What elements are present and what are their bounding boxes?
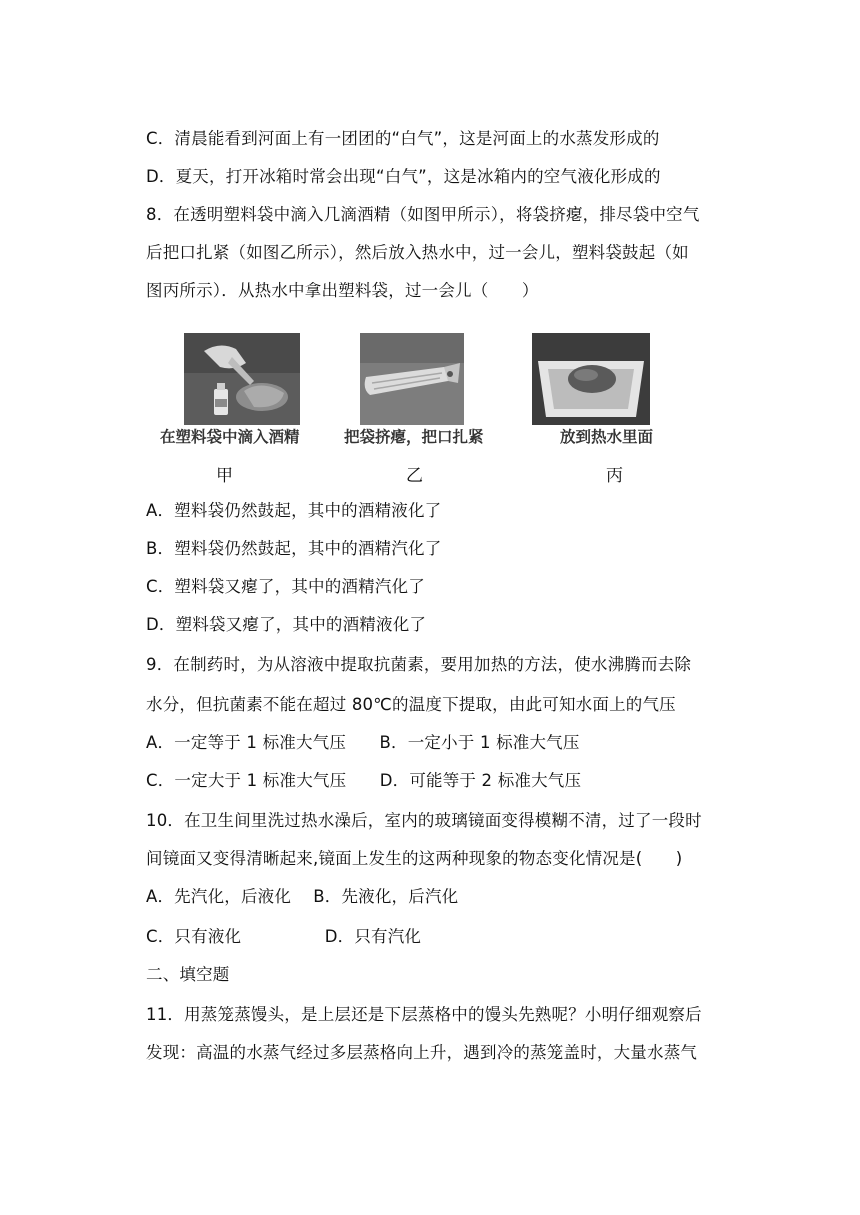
question-10-line-2: 间镜面又变得清晰起来,镜面上发生的这两种现象的物态变化情况是( ) [146, 849, 683, 868]
figure-jia-photo [184, 333, 300, 425]
figure-jia-caption: 在塑料袋中滴入酒精 [160, 427, 300, 446]
figure-row [160, 333, 680, 486]
question-8-line-1: 8．在透明塑料袋中滴入几滴酒精（如图甲所示），将袋挤瘪，排尽袋中空气 [146, 205, 700, 224]
question-8-line-2: 后把口扎紧（如图乙所示），然后放入热水中，过一会儿，塑料袋鼓起（如 [146, 243, 689, 262]
figure-bing-photo [532, 333, 650, 425]
figure-yi-label: 乙 [406, 466, 423, 486]
option-a-q8: A．塑料袋仍然鼓起，其中的酒精液化了 [146, 501, 442, 520]
figure-jia-label: 甲 [216, 466, 233, 486]
options-cd-q10: C．只有液化 D．只有汽化 [146, 927, 422, 946]
question-8-line-3: 图丙所示）．从热水中拿出塑料袋，过一会儿（ ） [146, 281, 539, 300]
option-d-q7: D．夏天，打开冰箱时常会出现“白气”，这是冰箱内的空气液化形成的 [146, 167, 661, 186]
question-11-line-2: 发现：高温的水蒸气经过多层蒸格向上升，遇到冷的蒸笼盖时，大量水蒸气 [146, 1043, 698, 1062]
question-9-line-2: 水分，但抗菌素不能在超过 80℃的温度下提取，由此可知水面上的气压 [146, 695, 676, 714]
question-9-line-1: 9．在制药时，为从溶液中提取抗菌素，要用加热的方法，使水沸腾而去除 [146, 655, 692, 674]
option-c-q8: C．塑料袋又瘪了，其中的酒精汽化了 [146, 577, 425, 596]
options-cd-q9: C．一定大于 1 标准大气压 D．可能等于 2 标准大气压 [146, 771, 582, 790]
figure-bing-label: 丙 [606, 466, 623, 486]
option-d-q8: D．塑料袋又瘪了，其中的酒精液化了 [146, 615, 427, 634]
figure-yi-caption: 把袋挤瘪，把口扎紧 [344, 427, 484, 446]
question-10-line-1: 10．在卫生间里洗过热水澡后，室内的玻璃镜面变得模糊不清，过了一段时 [146, 811, 702, 830]
option-b-q8: B．塑料袋仍然鼓起，其中的酒精汽化了 [146, 539, 442, 558]
options-ab-q10: A．先汽化，后液化 B．先液化，后汽化 [146, 887, 459, 906]
section-heading-fill-in: 二、填空题 [146, 965, 230, 984]
figure-yi-photo [360, 333, 464, 425]
options-ab-q9: A．一定等于 1 标准大气压 B．一定小于 1 标准大气压 [146, 733, 580, 752]
figure-bing-caption: 放到热水里面 [560, 427, 654, 446]
question-11-line-1: 11．用蒸笼蒸馒头，是上层还是下层蒸格中的馒头先熟呢？小明仔细观察后 [146, 1005, 702, 1024]
option-c-q7: C．清晨能看到河面上有一团团的“白气”，这是河面上的水蒸发形成的 [146, 129, 660, 148]
